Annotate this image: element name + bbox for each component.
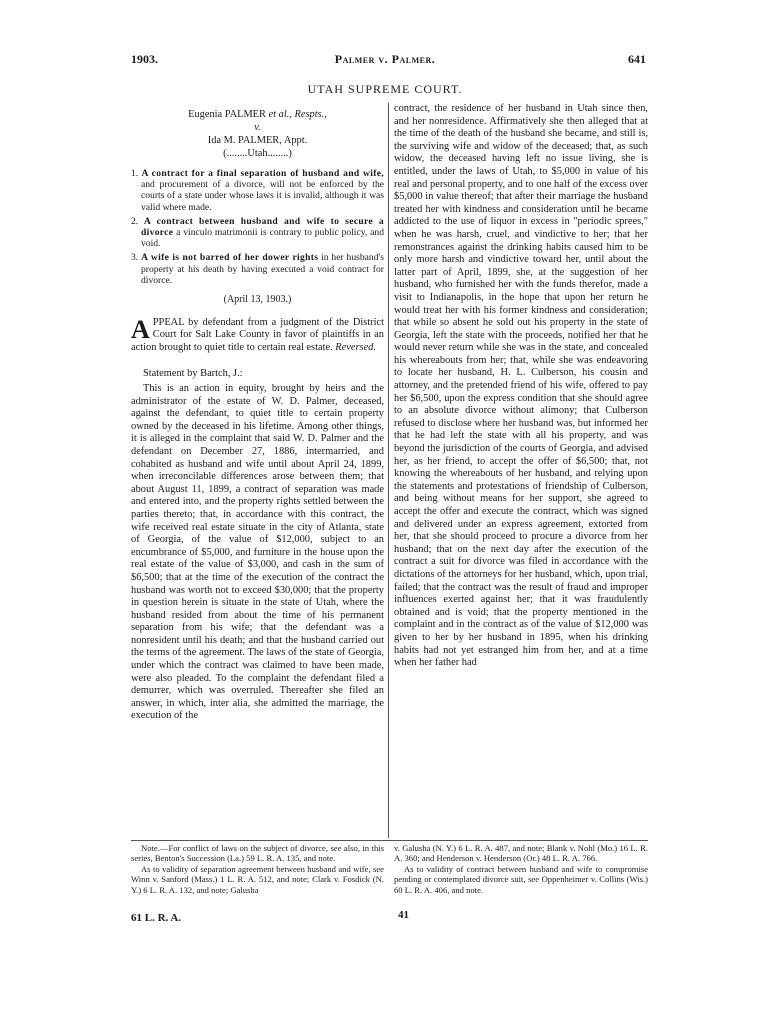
case-caption bbox=[131, 108, 384, 160]
footnote-paragraph: Note.—For conflict of laws on the subject of divorce, see also, in this series, Benton's Succession (La.) 59 L. R. A. 135, and note. bbox=[131, 843, 384, 864]
running-title: Palmer v. Palmer. bbox=[334, 52, 436, 66]
decision-date: (April 13, 1903.) bbox=[223, 294, 292, 306]
appeal-paragraph bbox=[131, 314, 384, 355]
appeal-text: PPEAL by defendant from a judgment of the District Court for Salt Lake County in favor of plaintiffs in an action brought to quiet title to certain real estate. bbox=[131, 316, 384, 353]
syllabus-item: 3. A wife is not barred of her dower rights in her husband's property at his death by having executed a void contract for divorce. bbox=[131, 252, 384, 286]
appeal-disposition: Reversed. bbox=[335, 341, 376, 353]
footnote-paragraph: v. Galusha (N. Y.) 6 L. R. A. 487, and note; Blank v. Nohl (Mo.) 16 L. R. A. 360; and Henderson v. Henderson (Or.) 48 L. R. A. 766. bbox=[394, 843, 648, 864]
footer-signature: 41 bbox=[398, 909, 409, 921]
drop-cap: A bbox=[131, 314, 150, 344]
plaintiff-name: Eugenia PALMER bbox=[188, 109, 266, 120]
plaintiff-suffix: et al., Respts., bbox=[268, 109, 327, 120]
right-column bbox=[394, 103, 648, 670]
footnotes-left bbox=[131, 843, 384, 895]
column-divider bbox=[388, 103, 389, 838]
footnote-paragraph: As to validity of separation agreement between husband and wife, see Winn v. Sanford (Mass.) 1 L. R. A. 512, and note; Clark v. Fosdick (N. Y.) 6 L. R. A. 132, and note; Galusha bbox=[131, 863, 384, 895]
versus: v. bbox=[254, 122, 261, 133]
syllabus-item: 2. A contract between husband and wife to secure a divorce a vinculo matrimonii is contrary to public policy, and void. bbox=[131, 215, 385, 250]
syllabus-item: 1. A contract for a final separation of husband and wife, and procurement of a divorce, will not be enforced by the courts of a state under whose laws it is invalid, although it was valid where made. bbox=[131, 168, 384, 213]
syllabus bbox=[131, 168, 384, 286]
statement-heading: Statement by Bartch, J.: bbox=[143, 368, 243, 380]
statement-text-left: This is an action in equity, brought by heirs and the administrator of the estate of W. D. Palmer, deceased, against the defendant, to quiet title to certain property owned by the deceased in his lifetime. Among other things, it is alleged in the complaint that said W. D. Palmer and the defendant on December 27, 1886, intermarried, and cohabited as husband and wife until about April 24, 1899, when irreconcilable differences arose between them; that about August 11, 1899, a contract of separation was made and entered into, and the property rights settled between the parties thereto; that, in accordance with this contract, the wife received real estate situate in the city of Atlanta, state of Georgia, of the value of $12,000, subject to an encumbrance of $5,000, and furniture in the house upon the real estate of the value of $3,000, and cash in the sum of $6,500; that at the time of the execution of the contract the husband was worth not to exceed $30,000; that the property in question herein is situate in the state of Utah, where the husband resided from about the time of his permanent separation from his wife; that the defendant was a nonresident until his death; and that the husband carried out the terms of the agreement. The laws of the state of Georgia, under which the contract was claimed to have been made, were also pleaded. To the complaint the defendant filed a demurrer, which was overruled. Thereafter she filed an answer, in which, inter alia, she admitted the marriage, the execution of the bbox=[131, 383, 384, 722]
footnote-paragraph: As to validity of contract between husband and wife to compromise pending or contemplated divorce suit, see Oppenheimer v. Collins (Wis.) 60 L. R. A. 406, and note. bbox=[394, 863, 648, 895]
left-column bbox=[131, 108, 384, 723]
jurisdiction: (........Utah........) bbox=[223, 148, 292, 159]
court-name: UTAH SUPREME COURT. bbox=[307, 82, 463, 96]
defendant-line: Ida M. PALMER, Appt. bbox=[207, 135, 308, 146]
header-year: 1903. bbox=[131, 52, 158, 66]
footer-citation: 61 L. R. A. bbox=[131, 912, 182, 924]
footnotes-right bbox=[394, 843, 648, 895]
page-number: 641 bbox=[628, 52, 646, 66]
plaintiff-line bbox=[131, 108, 384, 121]
notes-rule bbox=[131, 840, 648, 841]
statement-text-right: contract, the residence of her husband in Utah since then, and her nonresidence. Affirmatively she then alleged that at the time of the death of the husband she became, and still is, the surviving wife and widow of the deceased; that, as such widow, the deceased having left no issue living, she is entitled, under the laws of Utah, to $5,000 in value of his real and personal property, and to one half of the excess over $5,000 in value thereof; that after their marriage the husband treated her with kindness and consideration until he became addicted to the use of liquor in excess in "periodic sprees," when he was harsh, cruel, and vindictive to her; that her remonstrances against the drinking habits caused him to be only more harsh and vindictive toward her, until about the latter part of April, 1899, she, at the suggestion of her husband, who furnished her with the funds therefor, made a visit to Indianapolis, in the hope that upon her return he would treat her with his former kindness and consideration; that while so absent he sold out his property in the state of Georgia, left the state with the proceeds, notified her that he would never return while she was in the state, and concealed his whereabouts from her; that, while she was endeavoring to locate her husband, H. L. Culberson, his cousin and attorney, and the pretended friend of his wife, offered to pay her $6,500, upon the express condition that she should agree to an absolute divorce without alimony; that Culberson refused to disclose where her husband was, but informed her that he had left the state with all his property, and was beyond the jurisdiction of the courts of Georgia, and advised her, as her friend, to accept the offer of $6,500; that, not knowing the whereabouts of her husband, and relying upon the statements and protestations of friendship of Culberson, and being without means for her support, she agreed to accept the offer and execute the contract, which was signed and delivered under an express agreement, extorted from her, that she should proceed to procure a divorce from her husband; that on the next day after the execution of the contract a suit for divorce was filed in accordance with the dictations of the attorneys for her husband, which, upon trial, failed; that the contract was the result of fraud and improper influences exerted against her; that it was fraudulently obtained and is void; that the property mentioned in the complaint and in the contract as of the value of $12,000 was given to her by her husband in 1895, when his drinking habits had not yet estranged him from her, and at a time when her father had bbox=[394, 103, 648, 669]
